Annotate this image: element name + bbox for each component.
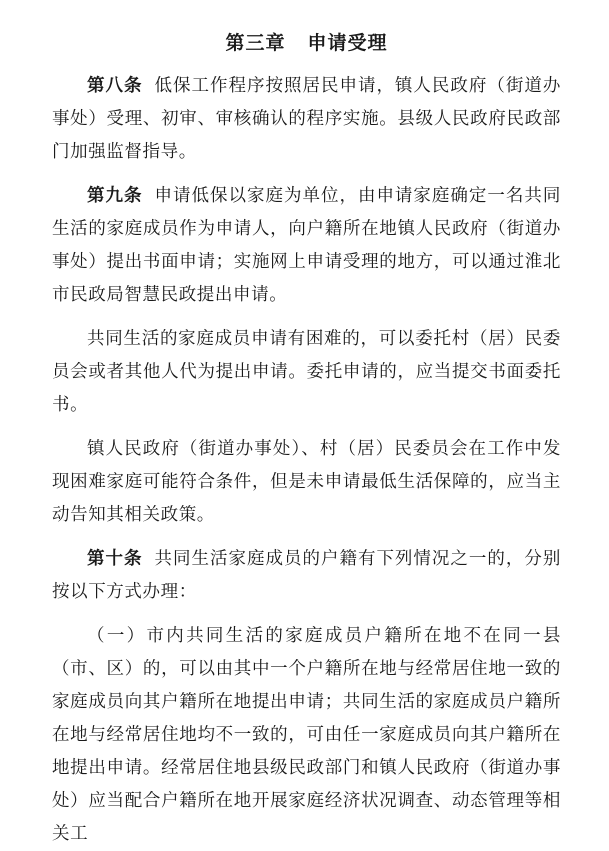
paragraph-item-1 (52, 620, 561, 851)
article-label: 第十条 (87, 549, 143, 569)
paragraph-article-8 (52, 70, 561, 169)
paragraph-text: 共同生活的家庭成员申请有困难的，可以委托村（居）民委员会或者其他人代为提出申请。委托申请的，应当提交书面委托书。 (52, 329, 561, 415)
paragraph-text: 镇人民政府（街道办事处）、村（居）民委员会在工作中发现困难家庭可能符合条件，但是未申请最低生活保障的，应当主动告知其相关政策。 (52, 439, 561, 525)
paragraph-text: 申请低保以家庭为单位，由申请家庭确定一名共同生活的家庭成员作为申请人，向户籍所在地镇人民政府（街道办事处）提出书面申请；实施网上申请受理的地方，可以通过淮北市民政局智慧民政提出申请。 (52, 186, 561, 305)
paragraph-entrusted-application (52, 323, 561, 422)
paragraph-text: （一）市内共同生活的家庭成员户籍所在地不在同一县（市、区）的，可以由其中一个户籍所在地与经常居住地一致的家庭成员向其户籍所在地提出申请；共同生活的家庭成员户籍所在地与经常居住地均不一致的，可由任一家庭成员向其户籍所在地提出申请。经常居住地县级民政部门和镇人民政府（街道办事处）应当配合户籍所在地开展家庭经济状况调查、动态管理等相关工 (52, 626, 561, 844)
paragraph-text: 低保工作程序按照居民申请，镇人民政府（街道办事处）受理、初审、审核确认的程序实施。县级人民政府民政部门加强监督指导。 (52, 76, 561, 162)
chapter-number: 第三章 (225, 32, 286, 54)
paragraph-text: 共同生活家庭成员的户籍有下列情况之一的，分别按以下方式办理： (52, 549, 561, 602)
paragraph-article-10 (52, 543, 561, 609)
chapter-heading (52, 28, 561, 58)
paragraph-article-9 (52, 180, 561, 312)
chapter-title: 申请受理 (307, 32, 388, 54)
article-label: 第八条 (87, 76, 143, 96)
paragraph-proactive-notice (52, 433, 561, 532)
article-label: 第九条 (87, 186, 143, 206)
